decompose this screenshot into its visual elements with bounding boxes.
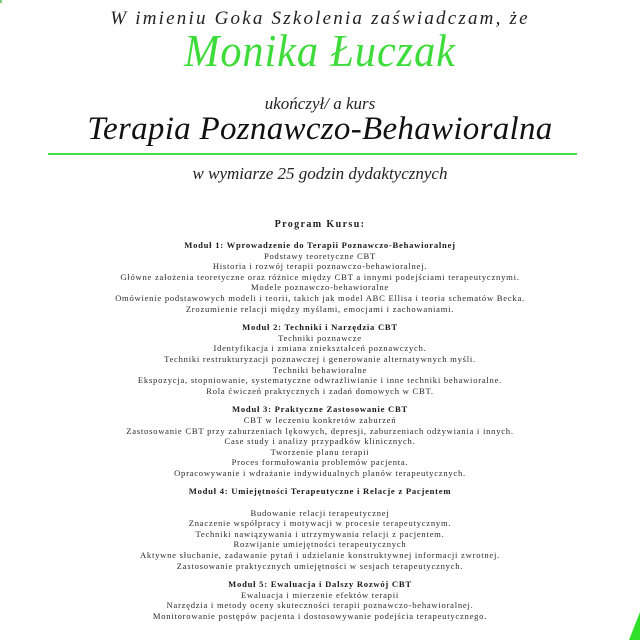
module-line: CBT w leczeniu konkretów zaburzeń — [243, 414, 397, 425]
module-line: Opracowywanie i wdrażanie indywidualnych planów terapeutycznych. — [174, 467, 466, 478]
module-line: Techniki nawiązywania i utrzymywania relacji z pacjentem. — [195, 528, 445, 539]
corner-decoration — [0, 0, 2, 3]
module-title: Moduł 5: Ewaluacja i Dalszy Rozwój CBT — [228, 579, 412, 590]
module-line: Zastosowanie praktycznych umiejętności w sesjach terapeutycznych. — [176, 560, 464, 571]
completed-label: ukończył/ a kurs — [264, 94, 376, 113]
course-title: Terapia Poznawczo-Behawioralna — [87, 111, 553, 147]
course-hours: w wymiarze 25 godzin dydaktycznych — [192, 164, 448, 183]
module-title: Moduł 2: Techniki i Narzędzia CBT — [242, 322, 398, 333]
module-line: Techniki restrukturyzacji poznawczej i generowanie alternatywnych myśli. — [164, 353, 476, 364]
module-line: Aktywne słuchanie, zadawanie pytań i udzielanie konstruktywnej informacji zwrotnej. — [139, 550, 501, 561]
certificate-intro: W imieniu Goka Szkolenia zaświadczam, że — [110, 8, 530, 29]
module-line: Proces formułowania problemów pacjenta. — [231, 457, 409, 468]
module-line: Historia i rozwój terapii poznawczo-behawioralnej. — [212, 261, 428, 272]
module-line: Techniki poznawcze — [278, 332, 362, 343]
module-line: Główne założenia teoretyczne oraz różnice między CBT a innymi podejściami terapeutycznymi. — [120, 271, 520, 282]
recipient-name: Monika Łuczak — [184, 25, 456, 76]
program-title: Program Kursu: — [274, 219, 366, 230]
module-line: Identyfikacja i zmiana zniekształceń poznawczych. — [213, 343, 427, 354]
module-3 — [0, 404, 640, 478]
module-line: Modele poznawczo-behawioralne — [251, 282, 389, 293]
module-line: Rola ćwiczeń praktycznych i zadań domowych w CBT. — [206, 385, 434, 396]
module-line: Narzędzia i metody oceny skuteczności terapii poznawczo-behawioralnej. — [166, 600, 474, 611]
module-line: Tworzenie planu terapii — [270, 446, 370, 457]
spacer — [0, 497, 640, 508]
module-line: Case study i analizy przypadków klinicznych. — [224, 436, 416, 447]
module-line: Monitorowanie postępów pacjenta i dostosowywanie podejścia terapeutycznego. — [152, 611, 488, 621]
module-1 — [0, 240, 640, 314]
module-line: Techniki behawioralne — [272, 364, 368, 375]
module-4 — [0, 486, 640, 571]
module-title: Moduł 3: Praktyczne Zastosowanie CBT — [232, 404, 408, 415]
syllabus — [0, 240, 640, 630]
module-5 — [0, 579, 640, 621]
divider-line — [48, 153, 577, 155]
module-line: Omówienie podstawowych modeli i teorii, takich jak model ABC Ellisa i teoria schematów Becka. — [115, 292, 525, 303]
module-line: Podstawy teoretyczne CBT — [263, 250, 377, 261]
module-line: Zrozumienie relacji między myślami, emocjami i zachowaniami. — [185, 303, 455, 314]
corner-triangle-decoration — [629, 612, 640, 640]
module-line: Znaczenie współpracy i motywacji w procesie terapeutycznym. — [188, 518, 452, 529]
module-line: Rozwijanie umiejętności terapeutycznych — [233, 539, 407, 550]
module-line: Ewaluacja i mierzenie efektów terapii — [240, 589, 400, 600]
module-title: Moduł 4: Umiejętności Terapeutyczne i Relacje z Pacjentem — [188, 486, 452, 497]
module-title: Moduł 1: Wprowadzenie do Terapii Poznawczo-Behawioralnej — [184, 240, 456, 250]
module-2 — [0, 322, 640, 396]
module-line: Zastosowanie CBT przy zaburzeniach lękowych, depresji, zaburzeniach odżywiania i innych. — [126, 425, 514, 436]
module-line: Ekspozycja, stopniowanie, systematyczne odwrażliwianie i inne techniki behawioralne. — [137, 375, 503, 386]
module-line: Budowanie relacji terapeutycznej — [250, 507, 390, 518]
